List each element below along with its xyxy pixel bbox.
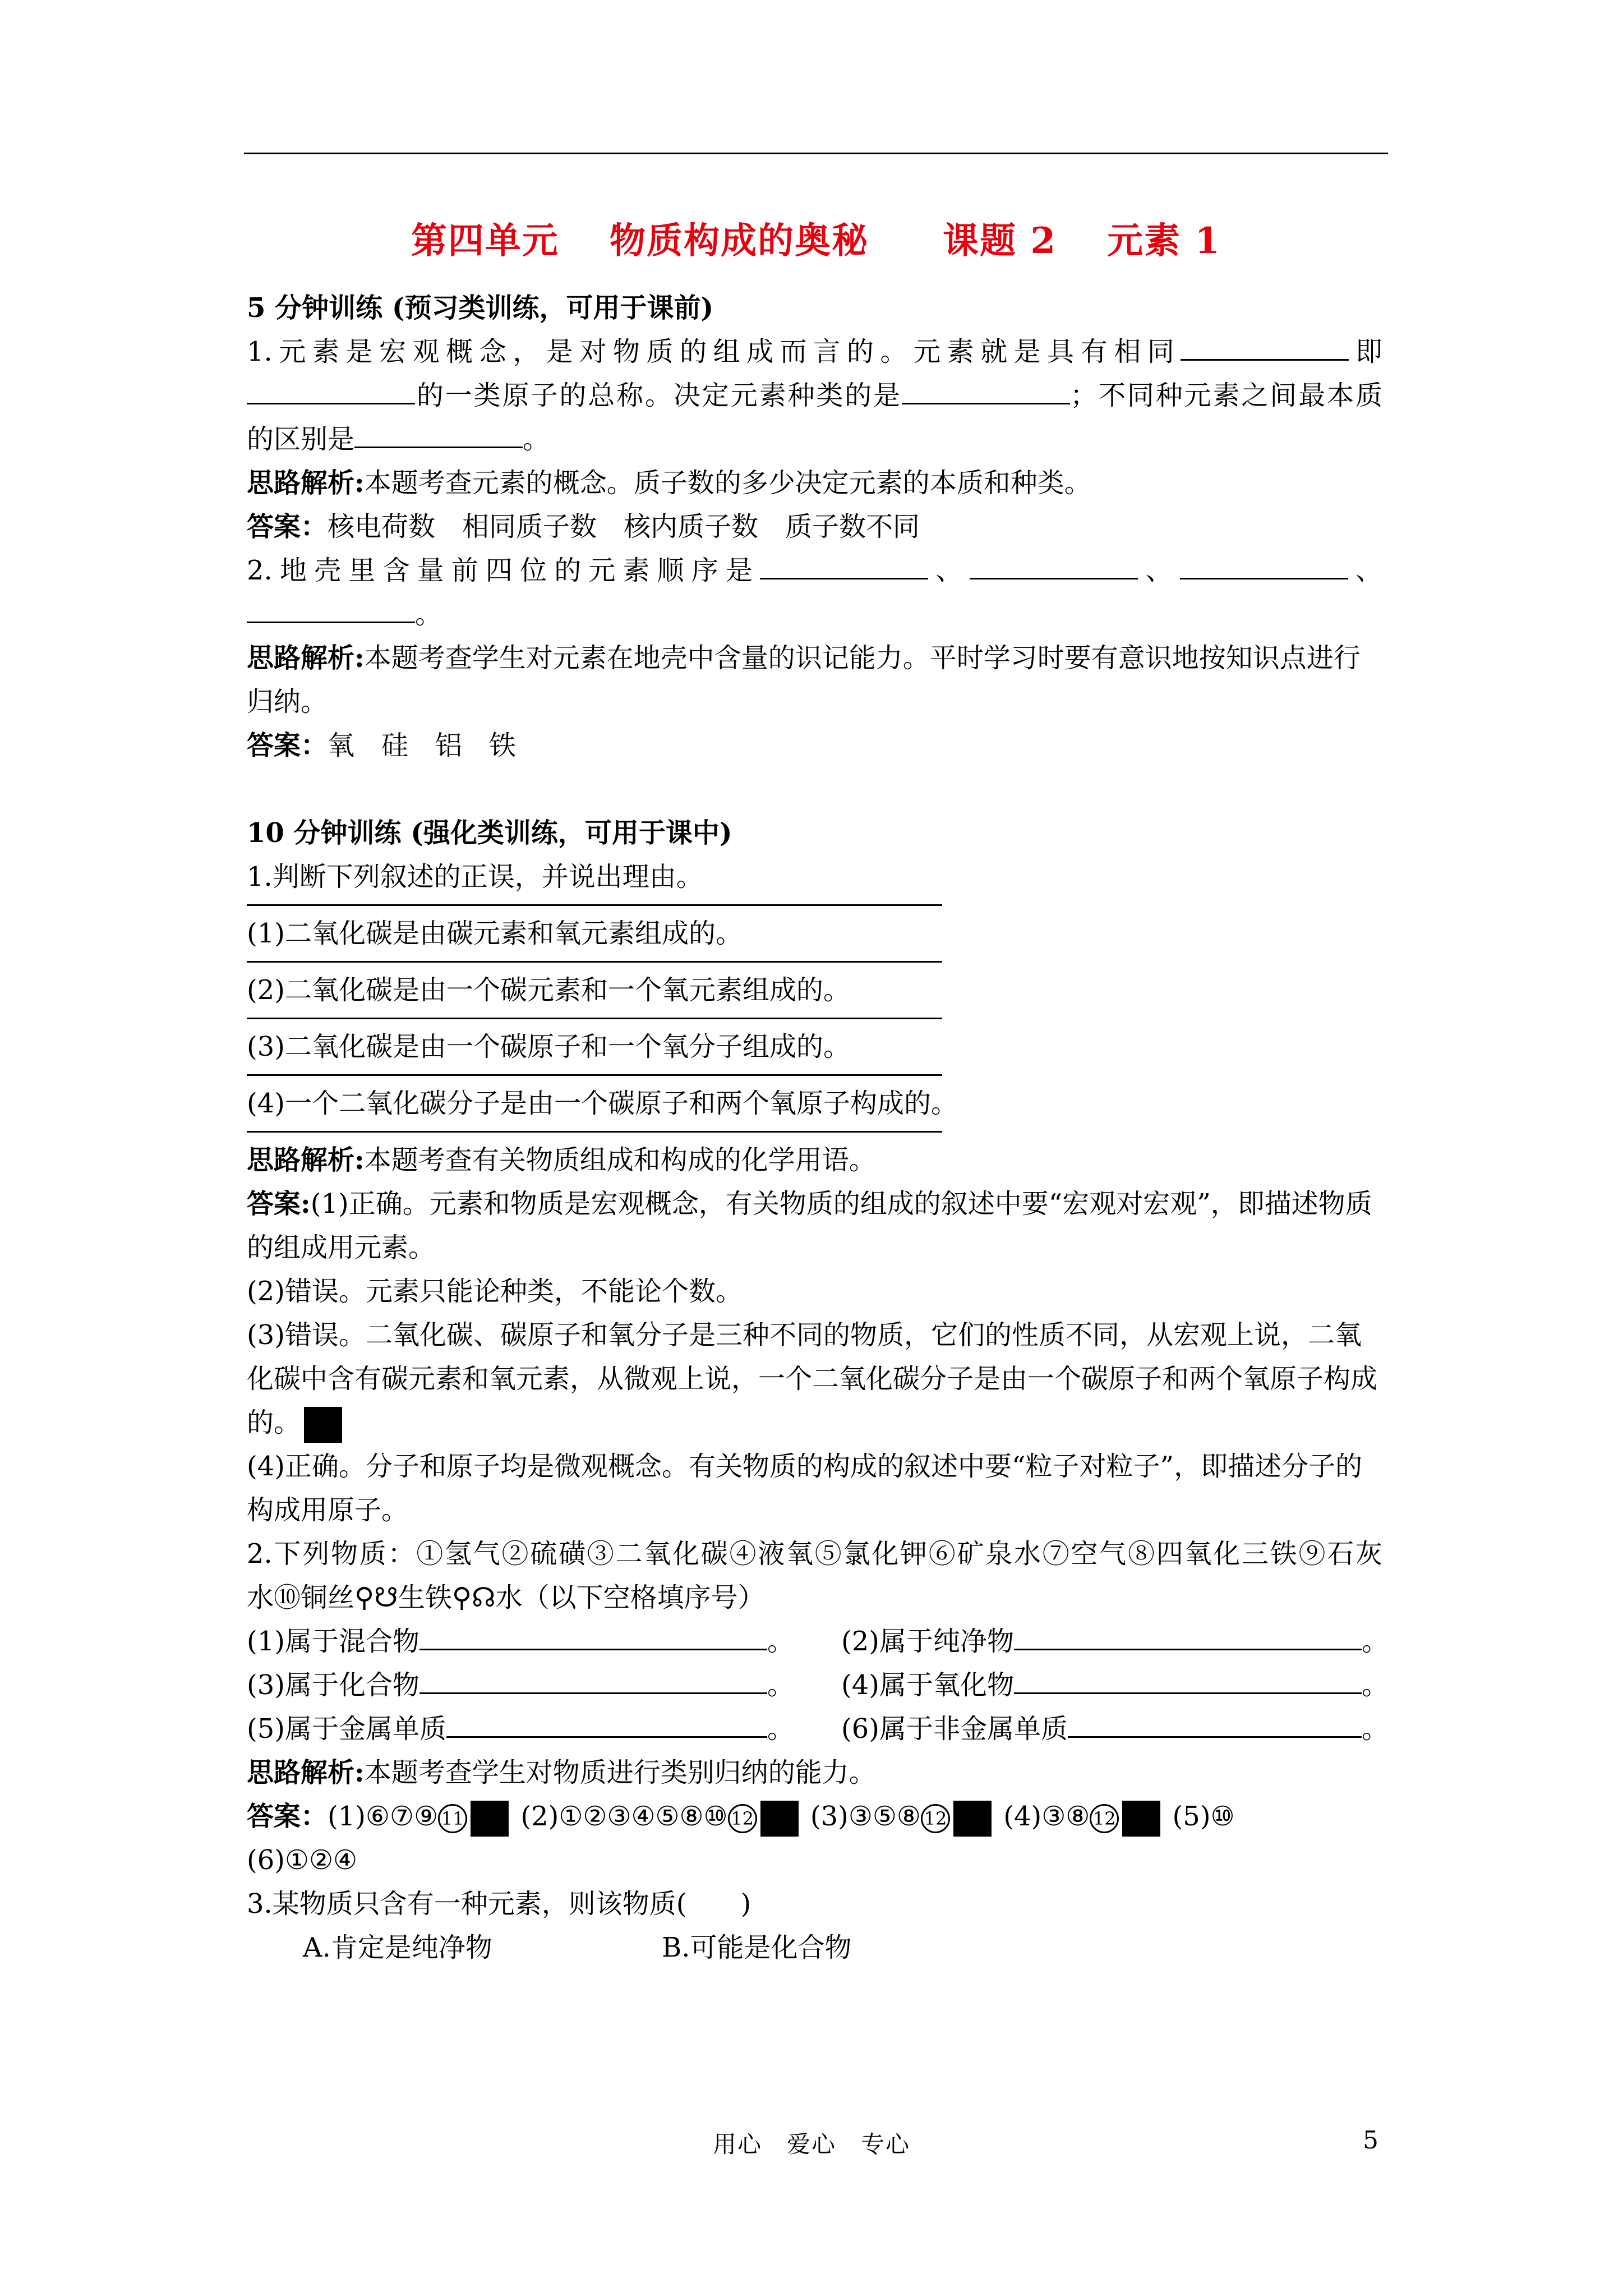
fill-blank[interactable]	[419, 1668, 767, 1694]
question-line: 3.某物质只含有一种元素，则该物质( )	[247, 1888, 751, 1920]
circled-number: 12	[1090, 1804, 1119, 1833]
page-title: 第四单元 物质构成的奥秘 课题 2 元素 1	[411, 220, 1221, 262]
question-line: 的区别是 。	[247, 417, 1382, 461]
fill-blank[interactable]	[1180, 553, 1348, 579]
answer-line[interactable]	[247, 904, 942, 906]
answer: 答案：氧 硅 铝 铁	[247, 730, 517, 761]
redaction-box	[1122, 1801, 1160, 1837]
answer: (2)错误。元素只能论种类，不能论个数。	[247, 1276, 743, 1307]
question-line: 1.判断下列叙述的正误，并说出理由。	[247, 861, 703, 892]
analysis: 思路解析:本题考查元素的概念。质子数的多少决定元素的本质和种类。	[247, 467, 1091, 499]
answer: 答案:(1)正确。元素和物质是宏观概念，有关物质的组成的叙述中要“宏观对宏观”，即描述物质的组成用元素。	[247, 1188, 1372, 1263]
fill-blank[interactable]	[354, 422, 523, 448]
fill-blank[interactable]	[1181, 334, 1349, 361]
statement: (1)二氧化碳是由碳元素和氧元素组成的。	[247, 918, 743, 949]
question-line: 。	[247, 592, 1382, 636]
statement: (3)二氧化碳是由一个碳原子和一个氧分子组成的。	[247, 1031, 850, 1062]
answer-line[interactable]	[247, 1131, 942, 1133]
question-line: 2.下列物质：①氢气②硫磺③二氧化碳④液氧⑤氯化钾⑥矿泉水⑦空气⑧四氧化三铁⑨石灰	[247, 1538, 1382, 1570]
option-b[interactable]: B.可能是化合物	[662, 1932, 852, 1963]
option-row	[247, 1926, 1382, 1970]
page-footer: 用心 爱心 专心	[712, 2131, 910, 2158]
redaction-box	[760, 1801, 799, 1837]
section-heading: 5 分钟训练 (预习类训练，可用于课前)	[247, 292, 714, 324]
answer: (4)正确。分子和原子均是微观概念。有关物质的构成的叙述中要“粒子对粒子”，即描述分子的构成用原子。	[247, 1451, 1363, 1526]
option-a[interactable]: A.肯定是纯净物	[303, 1932, 492, 1963]
fill-blank[interactable]	[902, 378, 1070, 404]
fill-row: (5)属于金属单质 。 (6)属于非金属单质 。	[247, 1707, 1382, 1751]
answer: (6)①②④	[247, 1844, 358, 1876]
fill-blank[interactable]	[760, 553, 928, 579]
symbol-glyph: ⚲☋	[354, 1582, 398, 1613]
analysis: 思路解析:本题考查学生对物质进行类别归纳的能力。	[247, 1757, 876, 1788]
circled-number: 11	[438, 1804, 467, 1833]
section-heading: 10 分钟训练 (强化类训练，可用于课中)	[247, 817, 732, 849]
fill-row: (1)属于混合物 。 (2)属于纯净物 。	[247, 1619, 1382, 1663]
header-rule	[244, 153, 1388, 154]
answer-line[interactable]	[247, 1074, 942, 1076]
redaction-box	[953, 1801, 992, 1837]
answer: 答案：(1)⑥⑦⑨ 11 (2)①②③④⑤⑧⑩ 12 (3)③⑤⑧ 12 (4)③⑧ 12 (5)⑩	[247, 1795, 1382, 1838]
fill-blank[interactable]	[1068, 1711, 1362, 1738]
answer: (3)错误。二氧化碳、碳原子和氧分子是三种不同的物质，它们的性质不同，从宏观上说，二氧化碳中含有碳元素和氧元素，从微观上说，一个二氧化碳分子是由一个碳原子和两个氧原子构成的。	[247, 1313, 1382, 1444]
fill-blank[interactable]	[419, 1624, 767, 1650]
question-line: 的一类原子的总称。决定元素种类的是 ；不同种元素之间最本质	[247, 374, 1382, 417]
fill-blank[interactable]	[1014, 1668, 1362, 1694]
fill-blank[interactable]	[247, 597, 415, 623]
circled-number: 12	[728, 1804, 757, 1833]
answer-line[interactable]	[247, 961, 942, 963]
fill-blank[interactable]	[1014, 1624, 1362, 1650]
fill-blank[interactable]	[446, 1711, 767, 1738]
document-body	[247, 286, 1389, 1970]
page-number: 5	[1363, 2126, 1378, 2155]
answer-line[interactable]	[247, 1018, 942, 1019]
question-line: 2.地壳里含量前四位的元素顺序是 、 、 、	[247, 549, 1382, 592]
symbol-glyph: ⚲☊	[451, 1582, 496, 1613]
question-line: 水⑩铜丝⚲☋生铁⚲☊水（以下空格填序号）	[247, 1582, 765, 1613]
question-line: 1.元素是宏观概念，是对物质的组成而言的。元素就是具有相同 即	[247, 330, 1382, 374]
circled-number: 12	[921, 1804, 950, 1833]
fill-blank[interactable]	[247, 378, 415, 404]
answer: 答案：核电荷数 相同质子数 核内质子数 质子数不同	[247, 511, 920, 542]
fill-blank[interactable]	[970, 553, 1138, 579]
redaction-box	[471, 1801, 509, 1837]
statement: (2)二氧化碳是由一个碳元素和一个氧元素组成的。	[247, 974, 850, 1006]
fill-row: (3)属于化合物 。 (4)属于氧化物 。	[247, 1663, 1382, 1707]
statement: (4)一个二氧化碳分子是由一个碳原子和两个氧原子构成的。	[247, 1088, 958, 1119]
redaction-box	[304, 1407, 342, 1443]
analysis: 思路解析:本题考查有关物质组成和构成的化学用语。	[247, 1144, 876, 1176]
analysis: 思路解析:本题考查学生对元素在地壳中含量的识记能力。平时学习时要有意识地按知识点进行归纳。	[247, 642, 1361, 717]
